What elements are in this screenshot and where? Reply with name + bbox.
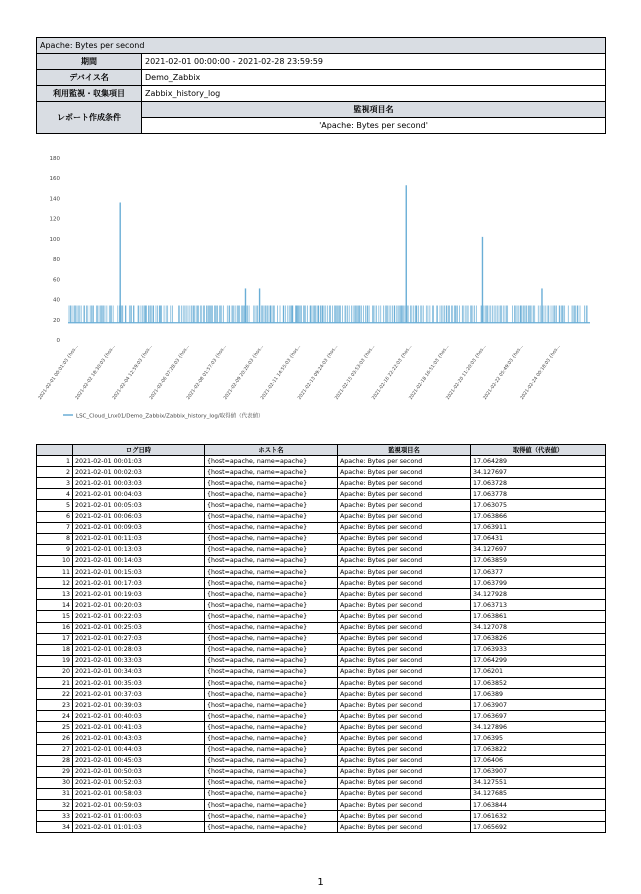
row-log-time: 2021-02-01 00:17:03 [73, 578, 205, 589]
row-item: Apache: Bytes per second [338, 500, 471, 511]
row-log-time: 2021-02-01 00:41:03 [73, 722, 205, 733]
row-host: {host=apache, name=apache} [205, 567, 338, 578]
row-host: {host=apache, name=apache} [205, 478, 338, 489]
y-tick-label: 0 [56, 338, 60, 344]
bytes-per-second-chart [36, 150, 605, 430]
table-row [37, 622, 606, 633]
row-log-time: 2021-02-01 00:34:03 [73, 666, 205, 677]
row-host: {host=apache, name=apache} [205, 544, 338, 555]
table-row [37, 700, 606, 711]
row-number: 24 [37, 711, 73, 722]
col-header-log-time: ログ日時 [73, 445, 205, 456]
row-value: 34.127697 [471, 544, 606, 555]
table-row [37, 811, 606, 822]
row-log-time: 2021-02-01 00:09:03 [73, 522, 205, 533]
row-number: 7 [37, 522, 73, 533]
row-item: Apache: Bytes per second [338, 456, 471, 467]
x-tick-label: 2021-02-15 03:53:03 {hos... [334, 344, 377, 401]
row-item: Apache: Bytes per second [338, 511, 471, 522]
row-value: 17.06201 [471, 666, 606, 677]
row-item: Apache: Bytes per second [338, 722, 471, 733]
row-log-time: 2021-02-01 00:06:03 [73, 511, 205, 522]
row-host: {host=apache, name=apache} [205, 533, 338, 544]
row-number: 9 [37, 544, 73, 555]
row-log-time: 2021-02-01 00:03:03 [73, 478, 205, 489]
row-number: 12 [37, 578, 73, 589]
col-header-no [37, 445, 73, 456]
row-log-time: 2021-02-01 00:27:03 [73, 633, 205, 644]
row-log-time: 2021-02-01 00:01:03 [73, 456, 205, 467]
item-header: 監視項目名 [142, 102, 606, 118]
row-number: 15 [37, 611, 73, 622]
row-value: 17.061632 [471, 811, 606, 822]
row-log-time: 2021-02-01 00:04:03 [73, 489, 205, 500]
row-log-time: 2021-02-01 00:43:03 [73, 733, 205, 744]
row-number: 21 [37, 677, 73, 688]
row-host: {host=apache, name=apache} [205, 666, 338, 677]
row-number: 27 [37, 744, 73, 755]
plot-area [68, 185, 590, 322]
table-row [37, 822, 606, 833]
row-item: Apache: Bytes per second [338, 555, 471, 566]
row-host: {host=apache, name=apache} [205, 644, 338, 655]
row-value: 17.06406 [471, 755, 606, 766]
row-item: Apache: Bytes per second [338, 700, 471, 711]
table-row [37, 655, 606, 666]
row-number: 11 [37, 567, 73, 578]
row-item: Apache: Bytes per second [338, 544, 471, 555]
row-host: {host=apache, name=apache} [205, 555, 338, 566]
row-item: Apache: Bytes per second [338, 478, 471, 489]
row-number: 22 [37, 689, 73, 700]
row-number: 16 [37, 622, 73, 633]
row-host: {host=apache, name=apache} [205, 800, 338, 811]
table-row [37, 589, 606, 600]
x-tick-label: 2021-02-24 00:18:03 {hos... [519, 344, 562, 401]
row-value: 17.063822 [471, 744, 606, 755]
row-item: Apache: Bytes per second [338, 800, 471, 811]
row-host: {host=apache, name=apache} [205, 689, 338, 700]
x-tick-label: 2021-02-02 18:30:03 {hos... [74, 344, 117, 401]
row-host: {host=apache, name=apache} [205, 622, 338, 633]
row-value: 17.063075 [471, 500, 606, 511]
row-item: Apache: Bytes per second [338, 822, 471, 833]
x-tick-label: 2021-02-01 00:01:03 {hos... [37, 344, 80, 401]
y-tick-label: 100 [49, 236, 60, 243]
row-number: 34 [37, 822, 73, 833]
row-host: {host=apache, name=apache} [205, 788, 338, 799]
row-item: Apache: Bytes per second [338, 689, 471, 700]
row-item: Apache: Bytes per second [338, 611, 471, 622]
row-log-time: 2021-02-01 00:28:03 [73, 644, 205, 655]
row-host: {host=apache, name=apache} [205, 611, 338, 622]
row-host: {host=apache, name=apache} [205, 744, 338, 755]
legend-label: LSC_Cloud_Lnx01/Demo_Zabbix/Zabbix_history_log/取得値（代表値） [76, 413, 264, 420]
x-tick-label: 2021-02-13 09:24:03 {hos... [297, 344, 340, 401]
row-host: {host=apache, name=apache} [205, 511, 338, 522]
x-tick-label: 2021-02-06 07:28:03 {hos... [149, 344, 191, 401]
row-log-time: 2021-02-01 00:40:03 [73, 711, 205, 722]
row-host: {host=apache, name=apache} [205, 500, 338, 511]
row-value: 17.063907 [471, 700, 606, 711]
device-label: デバイス名 [37, 70, 142, 86]
row-log-time: 2021-02-01 00:15:03 [73, 567, 205, 578]
row-value: 34.127551 [471, 777, 606, 788]
row-item: Apache: Bytes per second [338, 489, 471, 500]
row-number: 28 [37, 755, 73, 766]
col-header-host: ホスト名 [205, 445, 338, 456]
row-host: {host=apache, name=apache} [205, 766, 338, 777]
row-host: {host=apache, name=apache} [205, 589, 338, 600]
row-log-time: 2021-02-01 01:01:03 [73, 822, 205, 833]
row-log-time: 2021-02-01 00:35:03 [73, 677, 205, 688]
row-host: {host=apache, name=apache} [205, 467, 338, 478]
row-item: Apache: Bytes per second [338, 655, 471, 666]
row-item: Apache: Bytes per second [338, 533, 471, 544]
table-row [37, 711, 606, 722]
y-tick-label: 20 [53, 317, 60, 324]
row-number: 13 [37, 589, 73, 600]
row-item: Apache: Bytes per second [338, 733, 471, 744]
row-value: 17.063778 [471, 489, 606, 500]
row-value: 34.127896 [471, 722, 606, 733]
table-row [37, 500, 606, 511]
row-log-time: 2021-02-01 00:58:03 [73, 788, 205, 799]
row-number: 19 [37, 655, 73, 666]
y-tick-label: 140 [49, 196, 60, 203]
row-host: {host=apache, name=apache} [205, 633, 338, 644]
row-host: {host=apache, name=apache} [205, 722, 338, 733]
row-host: {host=apache, name=apache} [205, 655, 338, 666]
row-value: 17.06389 [471, 689, 606, 700]
table-row [37, 533, 606, 544]
row-item: Apache: Bytes per second [338, 755, 471, 766]
row-item: Apache: Bytes per second [338, 567, 471, 578]
row-host: {host=apache, name=apache} [205, 777, 338, 788]
row-item: Apache: Bytes per second [338, 744, 471, 755]
col-header-item: 監視項目名 [338, 445, 471, 456]
row-log-time: 2021-02-01 00:52:03 [73, 777, 205, 788]
table-row [37, 722, 606, 733]
table-row [37, 744, 606, 755]
row-number: 25 [37, 722, 73, 733]
row-number: 6 [37, 511, 73, 522]
row-log-time: 2021-02-01 00:05:03 [73, 500, 205, 511]
table-row [37, 600, 606, 611]
row-value: 17.065692 [471, 822, 606, 833]
y-tick-label: 180 [49, 156, 60, 162]
row-host: {host=apache, name=apache} [205, 755, 338, 766]
row-value: 17.064289 [471, 456, 606, 467]
period-value: 2021-02-01 00:00:00 - 2021-02-28 23:59:59 [142, 54, 606, 70]
row-number: 8 [37, 533, 73, 544]
row-value: 17.064299 [471, 655, 606, 666]
row-value: 17.06377 [471, 567, 606, 578]
table-row [37, 755, 606, 766]
condition-label: レポート作成条件 [37, 102, 142, 134]
row-item: Apache: Bytes per second [338, 633, 471, 644]
row-number: 33 [37, 811, 73, 822]
row-host: {host=apache, name=apache} [205, 711, 338, 722]
row-log-time: 2021-02-01 00:19:03 [73, 589, 205, 600]
y-tick-label: 60 [53, 277, 60, 284]
row-item: Apache: Bytes per second [338, 644, 471, 655]
row-value: 17.063933 [471, 644, 606, 655]
table-row [37, 666, 606, 677]
row-value: 17.063861 [471, 611, 606, 622]
row-number: 31 [37, 788, 73, 799]
table-row [37, 689, 606, 700]
row-number: 32 [37, 800, 73, 811]
row-host: {host=apache, name=apache} [205, 600, 338, 611]
row-number: 20 [37, 666, 73, 677]
row-value: 17.063844 [471, 800, 606, 811]
row-number: 5 [37, 500, 73, 511]
row-item: Apache: Bytes per second [338, 622, 471, 633]
row-log-time: 2021-02-01 00:45:03 [73, 755, 205, 766]
row-log-time: 2021-02-01 00:20:03 [73, 600, 205, 611]
row-value: 34.127078 [471, 622, 606, 633]
row-log-time: 2021-02-01 00:59:03 [73, 800, 205, 811]
table-row [37, 633, 606, 644]
table-row [37, 489, 606, 500]
row-value: 17.063911 [471, 522, 606, 533]
row-value: 17.063852 [471, 677, 606, 688]
row-value: 17.063728 [471, 478, 606, 489]
row-number: 2 [37, 467, 73, 478]
row-log-time: 2021-02-01 00:37:03 [73, 689, 205, 700]
table-row [37, 478, 606, 489]
row-value: 17.063799 [471, 578, 606, 589]
row-item: Apache: Bytes per second [338, 578, 471, 589]
x-tick-label: 2021-02-16 22:22:03 {hos... [371, 344, 414, 401]
row-item: Apache: Bytes per second [338, 811, 471, 822]
row-item: Apache: Bytes per second [338, 467, 471, 478]
chart-legend [63, 412, 264, 420]
row-item: Apache: Bytes per second [338, 777, 471, 788]
row-value: 34.127697 [471, 467, 606, 478]
row-host: {host=apache, name=apache} [205, 733, 338, 744]
row-log-time: 2021-02-01 00:14:03 [73, 555, 205, 566]
x-tick-label: 2021-02-08 01:57:03 {hos... [186, 344, 228, 401]
row-item: Apache: Bytes per second [338, 711, 471, 722]
row-log-time: 2021-02-01 00:13:03 [73, 544, 205, 555]
row-value: 17.063697 [471, 711, 606, 722]
x-tick-label: 2021-02-09 20:26:03 {hos... [223, 344, 266, 401]
y-tick-label: 80 [53, 257, 60, 264]
table-row [37, 788, 606, 799]
row-item: Apache: Bytes per second [338, 589, 471, 600]
row-item: Apache: Bytes per second [338, 600, 471, 611]
row-host: {host=apache, name=apache} [205, 677, 338, 688]
table-row [37, 522, 606, 533]
row-host: {host=apache, name=apache} [205, 489, 338, 500]
table-row [37, 644, 606, 655]
row-host: {host=apache, name=apache} [205, 578, 338, 589]
row-value: 34.127928 [471, 589, 606, 600]
row-item: Apache: Bytes per second [338, 766, 471, 777]
row-number: 18 [37, 644, 73, 655]
table-row [37, 677, 606, 688]
row-log-time: 2021-02-01 00:02:03 [73, 467, 205, 478]
table-row [37, 578, 606, 589]
table-row [37, 456, 606, 467]
row-number: 10 [37, 555, 73, 566]
row-number: 1 [37, 456, 73, 467]
row-log-time: 2021-02-01 00:44:03 [73, 744, 205, 755]
table-row [37, 467, 606, 478]
table-row [37, 733, 606, 744]
x-tick-label: 2021-02-11 14:55:03 {hos... [260, 344, 303, 401]
table-row [37, 611, 606, 622]
table-row [37, 777, 606, 788]
x-axis [37, 344, 562, 401]
row-host: {host=apache, name=apache} [205, 522, 338, 533]
x-tick-label: 2021-02-22 05:49:03 {hos... [482, 344, 525, 401]
y-tick-label: 160 [49, 176, 60, 183]
report-title: Apache: Bytes per second [37, 38, 606, 54]
monitor-value: Zabbix_history_log [142, 86, 606, 102]
table-row [37, 766, 606, 777]
row-host: {host=apache, name=apache} [205, 822, 338, 833]
row-value: 17.063866 [471, 511, 606, 522]
device-value: Demo_Zabbix [142, 70, 606, 86]
row-number: 3 [37, 478, 73, 489]
x-tick-label: 2021-02-04 12:59:03 {hos... [112, 344, 154, 401]
row-value: 17.063713 [471, 600, 606, 611]
row-log-time: 2021-02-01 00:25:03 [73, 622, 205, 633]
report-header-table [36, 37, 606, 134]
row-number: 23 [37, 700, 73, 711]
row-number: 30 [37, 777, 73, 788]
page-number: 1 [317, 877, 324, 888]
row-log-time: 2021-02-01 00:33:03 [73, 655, 205, 666]
row-host: {host=apache, name=apache} [205, 456, 338, 467]
period-label: 期間 [37, 54, 142, 70]
row-log-time: 2021-02-01 00:39:03 [73, 700, 205, 711]
col-header-value: 取得値（代表値） [471, 445, 606, 456]
row-log-time: 2021-02-01 00:22:03 [73, 611, 205, 622]
row-item: Apache: Bytes per second [338, 522, 471, 533]
row-value: 34.127685 [471, 788, 606, 799]
row-number: 4 [37, 489, 73, 500]
table-header-row [37, 445, 606, 456]
table-row [37, 544, 606, 555]
y-tick-label: 120 [49, 216, 60, 223]
row-value: 17.063826 [471, 633, 606, 644]
x-tick-label: 2021-02-20 11:20:03 {hos... [445, 344, 488, 401]
row-log-time: 2021-02-01 00:11:03 [73, 533, 205, 544]
row-item: Apache: Bytes per second [338, 666, 471, 677]
table-row [37, 567, 606, 578]
row-log-time: 2021-02-01 00:50:03 [73, 766, 205, 777]
row-number: 29 [37, 766, 73, 777]
row-value: 17.063859 [471, 555, 606, 566]
y-axis [50, 156, 61, 344]
row-item: Apache: Bytes per second [338, 677, 471, 688]
table-row [37, 800, 606, 811]
row-host: {host=apache, name=apache} [205, 700, 338, 711]
row-host: {host=apache, name=apache} [205, 811, 338, 822]
table-row [37, 511, 606, 522]
item-value: 'Apache: Bytes per second' [142, 118, 606, 134]
row-log-time: 2021-02-01 01:00:03 [73, 811, 205, 822]
row-value: 17.06395 [471, 733, 606, 744]
row-number: 17 [37, 633, 73, 644]
y-tick-label: 40 [53, 297, 60, 304]
x-tick-label: 2021-02-18 16:51:03 {hos... [408, 344, 451, 401]
row-value: 17.06431 [471, 533, 606, 544]
table-row [37, 555, 606, 566]
row-number: 26 [37, 733, 73, 744]
monitor-label: 利用監視・収集項目 [37, 86, 142, 102]
row-item: Apache: Bytes per second [338, 788, 471, 799]
row-number: 14 [37, 600, 73, 611]
history-log-table [36, 444, 606, 833]
row-value: 17.063907 [471, 766, 606, 777]
